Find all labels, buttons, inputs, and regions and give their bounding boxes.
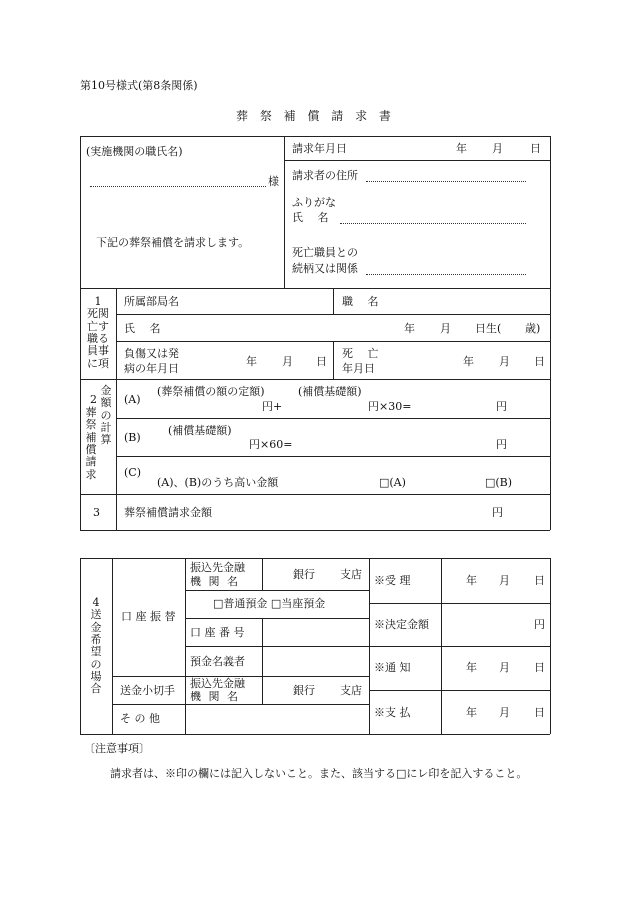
calc-c-box-a[interactable]: □(A) [379, 476, 406, 489]
section1-label: 1 死関 亡す 職る 員事 に項 [87, 295, 109, 370]
notice-hi: 日 [534, 661, 545, 674]
birth-label: 日生( [475, 322, 502, 335]
decided-amount-label: ※決定金額 [374, 618, 429, 631]
calc-b-times: 円×60= [249, 438, 293, 451]
requester-name-label: 氏 名 [292, 211, 334, 224]
request-date-nen: 年 [456, 142, 467, 155]
payment-nen: 年 [466, 706, 477, 719]
injury-tsuki: 月 [282, 355, 293, 368]
calc-b-yen: 円 [496, 438, 507, 451]
check-bank-name-label-1: 振込先金融 [190, 677, 245, 690]
calc-c-box-b[interactable]: □(B) [485, 476, 513, 489]
relation-label-1: 死亡職員との [292, 246, 358, 259]
section2-label-col2: 金 額 の 計 算 [100, 384, 112, 447]
branch-label: 支店 [340, 568, 362, 581]
death-nen: 年 [463, 355, 474, 368]
section2-label-col1: 葬 祭 補 償 請 求 [85, 406, 97, 481]
request-date-hi: 日 [530, 142, 541, 155]
notes-text: 請求者は、※印の欄には記入しないこと。また、該当する□にレ印を記入すること。 [110, 767, 528, 780]
relation-field[interactable] [366, 274, 526, 275]
received-nen: 年 [466, 574, 477, 587]
deposit-type-checkboxes[interactable]: □普通預金 □当座預金 [213, 597, 326, 610]
section4-label: 4 送 金 希 望 の 場 合 [90, 596, 102, 696]
calc-b-header: (補償基礎額) [168, 424, 232, 437]
other-label: そ の 他 [120, 712, 160, 725]
death-date-label-2: 年月日 [342, 362, 375, 375]
check-branch-label: 支店 [340, 684, 362, 697]
payment-tsuki: 月 [499, 706, 510, 719]
injury-date-label-1: 負傷又は発 [124, 347, 179, 360]
job-title-label: 職 名 [342, 295, 384, 308]
relation-label-2: 続柄又は関係 [292, 262, 358, 275]
section3-number: 3 [93, 506, 100, 519]
injury-date-label-2: 病の年月日 [124, 362, 179, 375]
bank-name-label-2: 機 関 名 [190, 575, 240, 588]
deceased-name-label: 氏 名 [124, 322, 166, 335]
calc-c-mark: (C) [124, 466, 141, 479]
check-bank-name-label-2: 機 関 名 [190, 690, 240, 703]
received-hi: 日 [534, 574, 545, 587]
form-title: 葬 祭 補 償 請 求 書 [236, 109, 395, 123]
address-label: 請求者の住所 [292, 169, 358, 182]
death-tsuki: 月 [499, 355, 510, 368]
birth-tsuki: 月 [440, 322, 451, 335]
calc-b-mark: (B) [124, 431, 141, 444]
account-holder-label: 預金名義者 [190, 655, 245, 668]
notes-title: 〔注意事項〕 [84, 742, 150, 755]
furigana-label: ふりがな [292, 196, 336, 209]
form-number: 第10号様式(第8条関係) [80, 79, 198, 92]
calc-a-mark: (A) [124, 393, 141, 406]
notice-label: ※通 知 [374, 661, 411, 674]
section2-number: 2 [90, 393, 97, 406]
agency-head-label: (実施機関の職氏名) [86, 145, 183, 158]
injury-hi: 日 [316, 355, 327, 368]
request-text: 下記の葬祭補償を請求します。 [96, 236, 250, 249]
request-date-label: 請求年月日 [292, 142, 347, 155]
decided-amount-yen: 円 [534, 618, 545, 631]
dept-label: 所属部局名 [124, 295, 179, 308]
sama-label: 様 [268, 175, 279, 188]
age-label: 歳) [525, 322, 541, 335]
injury-nen: 年 [246, 355, 257, 368]
calc-a-yen: 円 [496, 400, 507, 413]
bank-label: 銀行 [293, 568, 315, 581]
death-date-label-1: 死 亡 [342, 347, 384, 360]
requester-name-field[interactable] [340, 223, 526, 224]
account-transfer-label: 口 座 振 替 [121, 610, 176, 623]
account-number-label: 口 座 番 号 [190, 626, 245, 639]
calc-c-text: (A)、(B)のうち高い金額 [157, 476, 279, 489]
address-field[interactable] [366, 181, 526, 182]
check-bank-label: 銀行 [293, 684, 315, 697]
birth-nen: 年 [404, 322, 415, 335]
payment-label: ※支 払 [374, 706, 411, 719]
bank-name-label-1: 振込先金融 [190, 561, 245, 574]
claim-amount-label: 葬祭補償請求金額 [124, 506, 212, 519]
payment-hi: 日 [534, 706, 545, 719]
calc-a-header-base: (補償基礎額) [298, 385, 362, 398]
death-hi: 日 [534, 355, 545, 368]
agency-head-field[interactable] [90, 186, 266, 187]
received-tsuki: 月 [499, 574, 510, 587]
calc-a-times: 円×30= [368, 400, 412, 413]
received-label: ※受 理 [374, 574, 411, 587]
claim-amount-yen: 円 [492, 506, 503, 519]
calc-a-plus: 円+ [262, 400, 283, 413]
remittance-check-label: 送金小切手 [120, 684, 175, 697]
request-date-tsuki: 月 [492, 142, 503, 155]
calc-a-header-fixed: (葬祭補償の額の定額) [157, 385, 265, 398]
notice-tsuki: 月 [499, 661, 510, 674]
notice-nen: 年 [466, 661, 477, 674]
